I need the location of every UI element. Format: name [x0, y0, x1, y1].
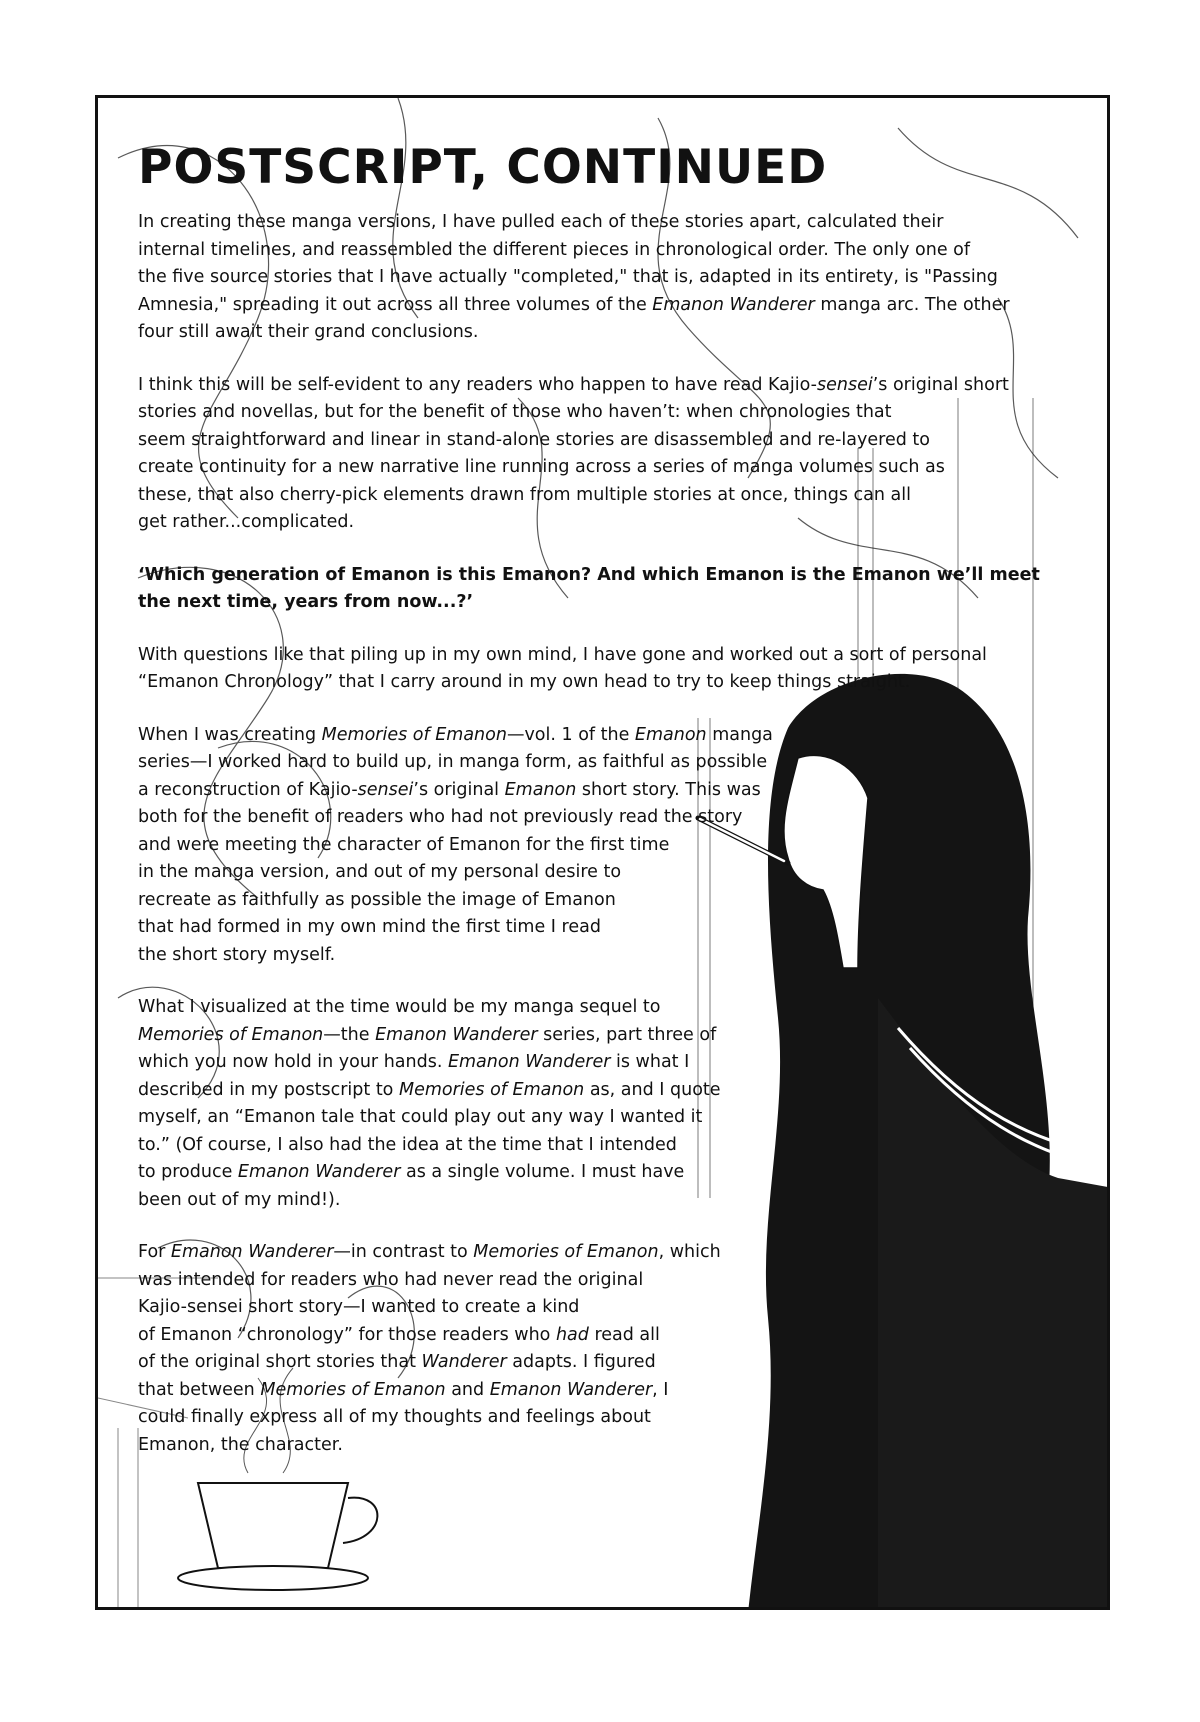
text-line: create continuity for a new narrative line running across a series of manga volumes such as — [138, 457, 945, 477]
text-column — [138, 140, 1038, 1484]
text-line: seem straightforward and linear in stand-alone stories are disassembled and re-layered to — [138, 429, 930, 450]
italic-title: Emanon Wanderer — [237, 1162, 401, 1182]
text-line: Kajio-sensei short story—I wanted to create a kind — [138, 1297, 580, 1317]
text-line: of Emanon “chronology” for those readers who had read all — [138, 1324, 660, 1345]
text-line: the five source stories that I have actually "completed," that is, adapted in its entirety, is "Passing — [138, 267, 998, 287]
text-line: myself, an “Emanon tale that could play out any way I wanted it — [138, 1107, 703, 1127]
text-line: and were meeting the character of Emanon for the first time — [138, 834, 670, 855]
italic-title: sensei — [816, 374, 873, 395]
italic-title: Emanon Wanderer — [375, 1024, 538, 1045]
text-line: get rather...complicated. — [138, 512, 355, 532]
italic-title: Memories of Emanon — [321, 724, 507, 745]
page-frame — [95, 95, 1110, 1610]
text-line: Memories of Emanon—the Emanon Wanderer series, part three of — [138, 1024, 717, 1045]
text-line: Emanon, the character. — [138, 1434, 343, 1455]
text-line: was intended for readers who had never read the original — [138, 1269, 644, 1290]
text-line: For Emanon Wanderer—in contrast to Memories of Emanon, which — [138, 1242, 721, 1262]
text-line: What I visualized at the time would be my manga sequel to — [138, 997, 661, 1017]
text-line: With questions like that piling up in my own mind, I have gone and worked out a sort of personal — [138, 644, 987, 665]
text-line: of the original short stories that Wanderer adapts. I figured — [138, 1352, 656, 1372]
text-line: the short story myself. — [138, 944, 336, 965]
paragraph — [138, 1239, 721, 1459]
italic-title: Emanon Wanderer — [489, 1379, 653, 1400]
italic-title: Emanon Wanderer — [652, 294, 815, 315]
italic-title: Memories of Emanon — [398, 1079, 585, 1100]
paragraph — [138, 562, 1038, 617]
italic-title: Wanderer — [421, 1352, 507, 1372]
italic-title: Memories of Emanon — [138, 1024, 324, 1045]
italic-title: Emanon Wanderer — [170, 1242, 334, 1262]
italic-title: had — [555, 1324, 589, 1345]
text-line: in the manga version, and out of my personal desire to — [138, 862, 622, 882]
page-title: POSTSCRIPT, CONTINUED — [138, 140, 828, 195]
text-line: that had formed in my own mind the first time I read — [138, 917, 601, 937]
text-line: to.” (Of course, I also had the idea at the time that I intended — [138, 1134, 677, 1155]
text-line: been out of my mind!). — [138, 1189, 341, 1210]
text-line: both for the benefit of readers who had not previously read the story — [138, 807, 743, 827]
text-line: which you now hold in your hands. Emanon Wanderer is what I — [138, 1052, 690, 1072]
text-line: Amnesia," spreading it out across all three volumes of the Emanon Wanderer manga arc. The other — [138, 294, 1010, 315]
text-line: could finally express all of my thoughts and feelings about — [138, 1407, 651, 1427]
text-line: the next time, years from now...?’ — [138, 592, 474, 612]
paragraph — [138, 372, 1038, 537]
text-line: described in my postscript to Memories of Emanon as, and I quote — [138, 1079, 721, 1100]
text-line: “Emanon Chronology” that I carry around in my own head to try to keep things straight. — [138, 672, 911, 692]
text-line: four still await their grand conclusions. — [138, 322, 479, 342]
paragraph — [138, 994, 721, 1214]
text-line: recreate as faithfully as possible the image of Emanon — [138, 889, 616, 910]
text-line: that between Memories of Emanon and Emanon Wanderer, I — [138, 1379, 669, 1400]
text-line: to produce Emanon Wanderer as a single volume. I must have — [138, 1162, 685, 1182]
italic-title: Emanon Wanderer — [447, 1052, 611, 1072]
text-line: these, that also cherry-pick elements drawn from multiple stories at once, things can all — [138, 484, 911, 505]
italic-title: Emanon — [504, 779, 577, 800]
italic-title: Emanon — [634, 724, 707, 745]
text-line: ‘Which generation of Emanon is this Emanon? And which Emanon is the Emanon we’ll meet — [138, 564, 1040, 585]
italic-title: Memories of Emanon — [473, 1242, 659, 1262]
text-line: In creating these manga versions, I have pulled each of these stories apart, calculated their — [138, 212, 944, 232]
text-line: I think this will be self-evident to any readers who happen to have read Kajio-sensei’s original short — [138, 374, 1009, 395]
text-line: stories and novellas, but for the benefit of those who haven’t: when chronologies that — [138, 402, 892, 422]
text-line: a reconstruction of Kajio-sensei’s original Emanon short story. This was — [138, 779, 761, 800]
italic-title: Memories of Emanon — [260, 1379, 446, 1400]
text-line: When I was creating Memories of Emanon—vol. 1 of the Emanon manga — [138, 724, 773, 745]
italic-title: sensei — [357, 779, 414, 800]
postscript-body — [138, 209, 1038, 1459]
paragraph — [138, 209, 1038, 347]
paragraph — [138, 722, 778, 970]
text-line: internal timelines, and reassembled the different pieces in chronological order. The only one of — [138, 239, 971, 260]
text-line: series—I worked hard to build up, in manga form, as faithful as possible — [138, 752, 768, 772]
paragraph — [138, 642, 1038, 697]
